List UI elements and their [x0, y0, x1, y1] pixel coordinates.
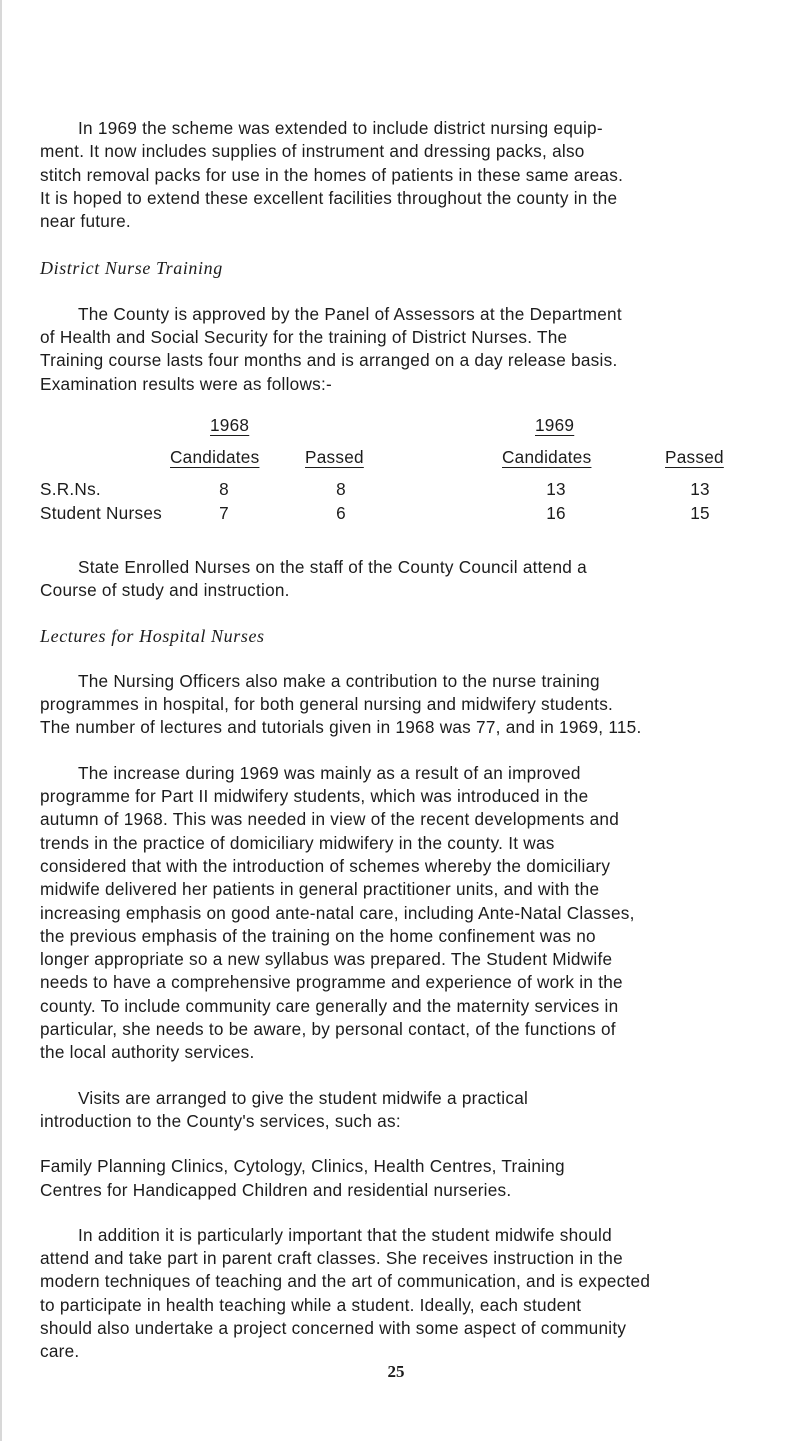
column-header-candidates-1968: Candidates [170, 446, 260, 467]
column-header-passed-1969: Passed [665, 446, 724, 467]
heading-district-nurse-training: District Nurse Training [40, 258, 223, 279]
cell-students-passed-1968: 6 [336, 502, 346, 523]
heading-lectures-hospital-nurses: Lectures for Hospital Nurses [40, 625, 265, 646]
paragraph-services-list: Family Planning Clinics, Cytology, Clinics, Health Centres, Training Centres for Handicapped Children and residential nurseries. [40, 1156, 565, 1200]
cell-srns-passed-1968: 8 [336, 478, 346, 499]
cell-srns-candidates-1969: 13 [546, 478, 566, 499]
paragraph-equipment: In 1969 the scheme was extended to include district nursing equip- ment. It now includes supplies of instrument and dressing packs, also stitch removal packs for use in the homes of patients in these same areas. It is hoped to extend these excellent facilities throughout the county in the near future. [40, 118, 624, 232]
paragraph-enrolled-nurses: State Enrolled Nurses on the staff of the County Council attend a Course of study and instruction. [40, 556, 587, 601]
year-header-1968: 1968 [210, 414, 250, 435]
column-header-passed-1968: Passed [305, 446, 364, 467]
cell-srns-candidates-1968: 8 [219, 478, 229, 499]
paragraph-district-training: The County is approved by the Panel of Assessors at the Department of Health and Social Security for the training of District Nurses. The Training course lasts four months and is arranged on a day release basis. Examination results were as follows:- [40, 303, 622, 394]
paragraph-increase: The increase during 1969 was mainly as a result of an improved programme for Part II midwifery students, which was introduced in the autumn of 1968. This was needed in view of the recent developments and trends in the practice of domiciliary midwifery in the county. It was considered that with the introduction of schemes whereby the domiciliary midwife delivered her patients in general practitioner units, and with the increasing emphasis on good ante-natal care, including Ante-Natal Classes, the previous emphasis of the training on the home confinement was no longer appropriate so a new syllabus was prepared. The Student Midwife needs to have a comprehensive programme and experience of work in the county. To include community care generally and the maternity services in particular, she needs to be aware, by personal contact, of the functions of the local authority services. [40, 762, 635, 1063]
page-number: 25 [387, 1362, 405, 1381]
cell-students-candidates-1969: 16 [546, 502, 566, 523]
cell-students-candidates-1968: 7 [219, 502, 229, 523]
paragraph-lectures: The Nursing Officers also make a contribution to the nurse training programmes in hospital, for both general nursing and midwifery students. The number of lectures and tutorials given in 1968 was 77, and in 1969, 115. [40, 670, 642, 738]
examination-results-table [40, 414, 770, 556]
paragraph-visits: Visits are arranged to give the student midwife a practical introduction to the County's services, such as: [40, 1087, 529, 1131]
page-edge [0, 0, 2, 1441]
cell-students-passed-1969: 15 [690, 502, 710, 523]
row-label-student-nurses: Student Nurses [40, 502, 162, 523]
cell-srns-passed-1969: 13 [690, 478, 710, 499]
row-label-srns: S.R.Ns. [40, 478, 101, 499]
document-body [40, 117, 770, 1364]
paragraph-parent-craft: In addition it is particularly important that the student midwife should attend and take part in parent craft classes. She receives instruction in the modern techniques of teaching and the art of communication, and is expected to participate in health teaching while a student. Ideally, each student should also undertake a project concerned with some aspect of community care. [40, 1224, 651, 1362]
column-header-candidates-1969: Candidates [502, 446, 592, 467]
year-header-1969: 1969 [535, 414, 575, 435]
